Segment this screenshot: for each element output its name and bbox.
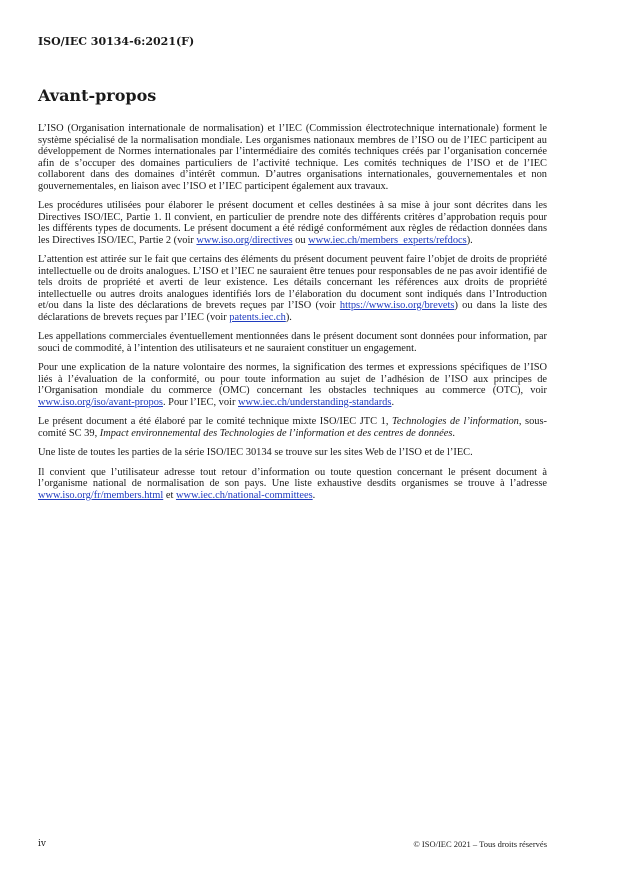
paragraph-2-mid: ou [292,234,309,246]
paragraph-3 [38,254,547,323]
document-id: ISO/IEC 30134-6:2021(F) [38,35,195,48]
paragraph-3-mid: ) ou dans la liste des déclarations de brevets reçues par l’IEC (voir [38,300,547,323]
paragraph-6 [38,416,547,439]
link-iso-directives[interactable]: www.iso.org/directives [196,234,293,246]
paragraph-8 [38,467,547,502]
page-title: Avant-propos [38,86,157,105]
paragraph-8-end: . [312,489,316,501]
paragraph-5-end: . [391,396,395,408]
foreword-body [38,123,547,509]
paragraph-6-end: . [452,427,456,439]
paragraph-2-text: Les procédures utilisées pour élaborer le présent document et celles destinées à sa mise à jour sont décrites dans les Directives ISO/IEC, Partie 1. Il convient, en particulier de prendre note des différents critères d’approbation requis pour les différents types de documents. Le présent document a été rédigé conformément aux règles de rédaction données dans les Directives ISO/IEC, Partie 2 (voir [38,200,547,246]
committee-title: Technologies de l’information [392,416,519,427]
link-iec-patents[interactable]: patents.iec.ch [229,311,286,323]
paragraph-8-text: Il convient que l’utilisateur adresse tout retour d’information ou toute question concernant le présent document à l’organisme national de normalisation de son pays. Une liste exhaustive desdits organismes se trouve à l’adresse [38,466,547,489]
paragraph-3-end: ). [285,311,292,323]
subcommittee-title: Impact environnemental des Technologies de l’information et des centres de données [99,427,453,439]
paragraph-2 [38,200,547,246]
paragraph-7: Une liste de toutes les parties de la série ISO/IEC 30134 se trouve sur les sites Web de l’ISO et de l’IEC. [38,447,473,458]
link-iso-avant-propos[interactable]: www.iso.org/iso/avant-propos [38,396,163,408]
paragraph-5-text: Pour une explication de la nature volontaire des normes, la signification des termes et expressions spécifiques de l’ISO liés à l’évaluation de la conformité, ou pour toute information au sujet de l’adhésion de l’ISO aux principes de l’Organisation mondiale du commerce (OMC) concernant les obstacles techniques au commerce (OTC), voir [38,362,547,396]
paragraph-6-mid: , sous-comité SC 39, [38,416,547,439]
page-number: iv [38,839,46,849]
paragraph-5 [38,362,547,408]
link-iec-understanding-standards[interactable]: www.iec.ch/understanding-standards [238,396,392,408]
paragraph-2-end: ). [466,234,473,246]
paragraph-4: Les appellations commerciales éventuellement mentionnées dans le présent document sont données pour information, par souci de commodité, à l’intention des utilisateurs et ne sauraient constituer un engagement. [38,331,547,354]
link-iso-brevets[interactable]: https://www.iso.org/brevets [339,300,455,311]
link-iec-national-committees[interactable]: www.iec.ch/national-committees [175,489,313,501]
link-iso-members[interactable]: www.iso.org/fr/members.html [38,489,164,501]
paragraph-8-mid: et [163,489,176,501]
link-iec-refdocs[interactable]: www.iec.ch/members_experts/refdocs [308,234,467,246]
paragraph-5-mid: . Pour l’IEC, voir [162,396,239,408]
paragraph-3-text: L’attention est attirée sur le fait que certains des éléments du présent document peuvent faire l’objet de droits de propriété intellectuelle ou de droits analogues. L’ISO et l’IEC ne sauraient être tenues pour responsables de ne pas avoir identifié de tels droits de propriété et averti de leur existence. Les détails concernant les références aux droits de propriété intellectuelle ou autres droits analogues identifiés lors de l’élaboration du document sont indiqués dans l’Introduction et/ou dans la liste des déclarations de brevets reçues par l’ISO (voir [38,254,547,311]
paragraph-1: L’ISO (Organisation internationale de normalisation) et l’IEC (Commission électrotechnique internationale) forment le système spécialisé de la normalisation mondiale. Les organismes nationaux membres de l’ISO ou de l’IEC participent au développement de Normes internationales par l’intermédiaire des comités techniques créés par l’organisation concernée afin de s’occuper des domaines particuliers de l’activité technique. Les comités techniques de l’ISO et de l’IEC collaborent dans des domaines d’intérêt commun. D’autres organisations internationales, gouvernementales et non gouvernementales, en liaison avec l’ISO et l’IEC participent également aux travaux. [38,123,547,192]
paragraph-6-text: Le présent document a été élaboré par le comité technique mixte ISO/IEC JTC 1, [38,416,393,427]
copyright-notice: © ISO/IEC 2021 – Tous droits réservés [413,839,547,849]
